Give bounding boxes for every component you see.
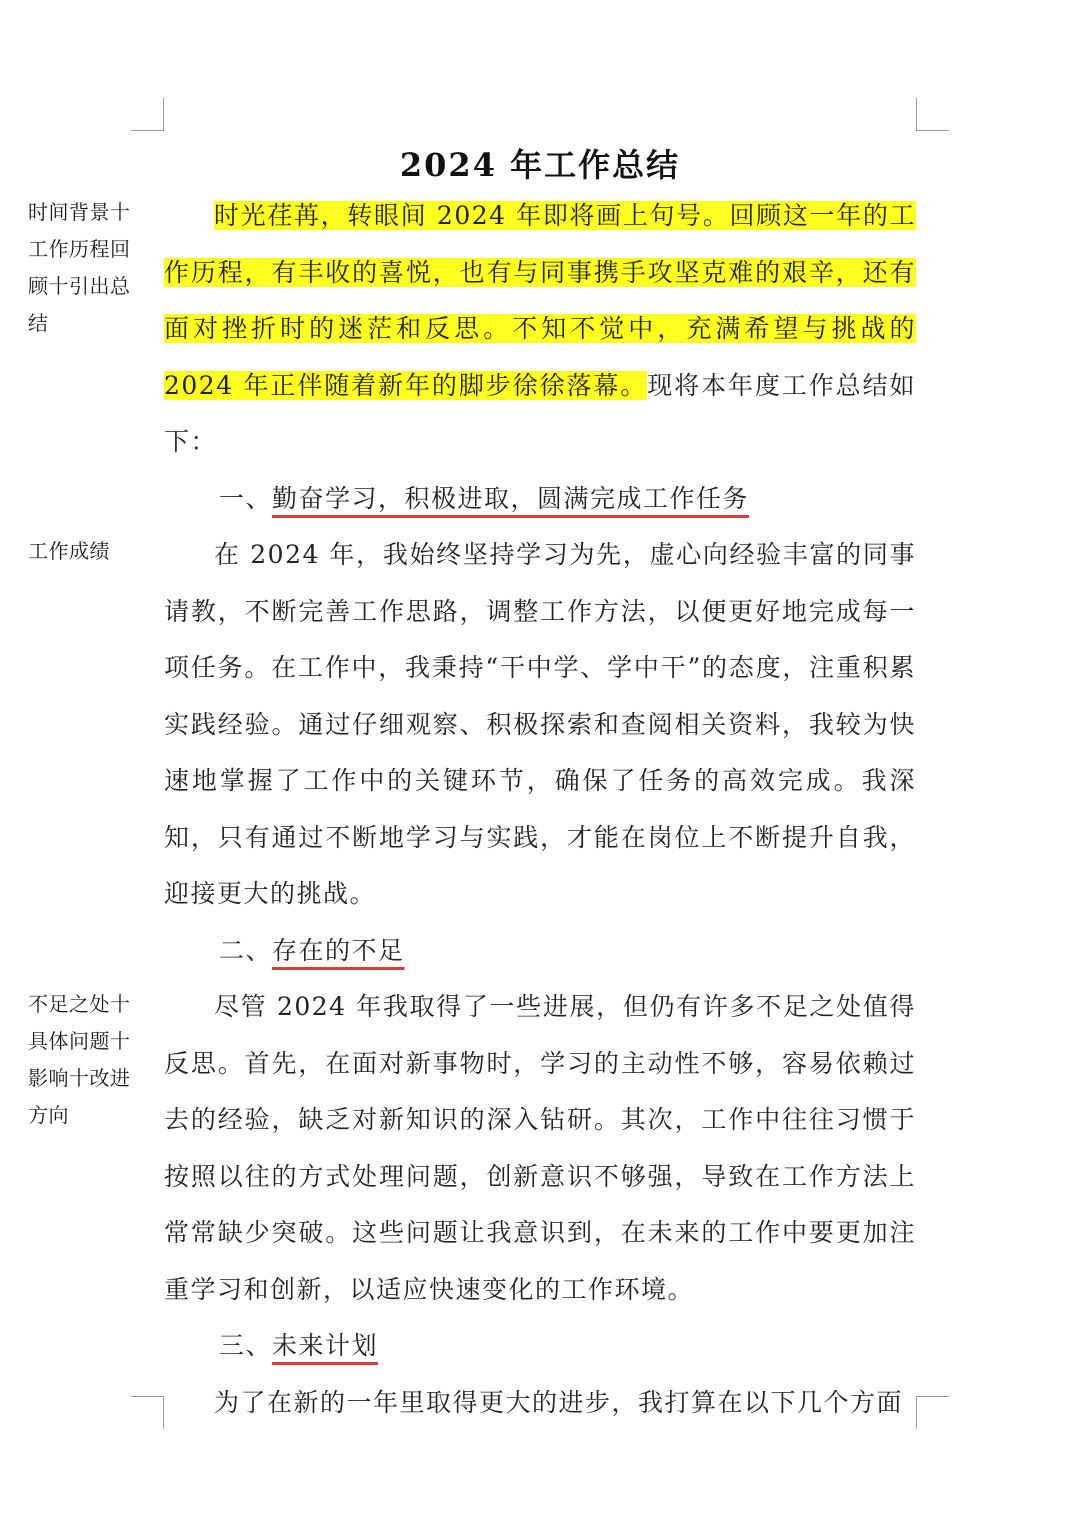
margin-note-intro: 时间背景十工作历程回顾十引出总结 xyxy=(28,200,131,335)
section-title-underlined: 未来计划 xyxy=(272,1331,379,1360)
section-paragraph-1: 在 2024 年，我始终坚持学习为先，虚心向经验丰富的同事请教，不断完善工作思路，调整工作方法，以便更好地完成每一项任务。在工作中，我秉持“干中学、学中干”的态度，注重积累实践经验。通过仔细观察、积极探索和查阅相关资料，我较为快速地掌握了工作中的关键环节，确保了任务的高效完成。我深知，只有通过不断地学习与实践，才能在岗位上不断提升自我，迎接更大的挑战。 xyxy=(164,540,916,908)
section-paragraph-3: 为了在新的一年里取得更大的进步，我打算在以下几个方面 xyxy=(214,1387,904,1417)
section-title-underlined: 勤奋学习，积极进取，圆满完成工作任务 xyxy=(272,483,750,513)
margin-note-shortcomings: 不足之处十具体问题十影响十改进方向 xyxy=(28,992,131,1127)
crop-mark-top-right xyxy=(916,98,949,131)
section-heading-1 xyxy=(164,471,916,528)
section-title-underlined: 存在的不足 xyxy=(272,935,405,965)
crop-mark-bottom-right xyxy=(916,1396,949,1429)
crop-mark-top-left xyxy=(131,98,164,131)
section-number: 一、 xyxy=(219,483,273,513)
document-title: 2024 年工作总结 xyxy=(399,146,681,184)
intro-rest: 现将本年度工作总结如下： xyxy=(164,370,916,456)
section-paragraph-2: 尽管 2024 年我取得了一些进展，但仍有许多不足之处值得反思。首先，在面对新事物时，学习的主动性不够，容易依赖过去的经验，缺乏对新知识的深入钻研。其次，工作中往往习惯于按照以往的方式处理问题，创新意识不够强，导致在工作方法上常常缺少突破。这些问题让我意识到，在未来的工作中要更加注重学习和创新，以适应快速变化的工作环境。 xyxy=(164,992,916,1304)
section-number: 三、 xyxy=(219,1331,273,1360)
intro-paragraph xyxy=(164,188,916,471)
section-number: 二、 xyxy=(219,935,273,965)
section-heading-3 xyxy=(164,1318,916,1375)
document-body xyxy=(164,188,916,1431)
crop-mark-bottom-left xyxy=(131,1396,164,1429)
section-heading-2 xyxy=(164,923,916,980)
margin-note-achievements: 工作成绩 xyxy=(28,539,110,563)
highlighted-text: 时光荏苒，转眼间 2024 年即将画上句号。回顾这一年的工作历程，有丰收的喜悦，也有与同事携手攻坚克难的艰辛，还有面对挫折时的迷茫和反思。不知不觉中，充满希望与挑战的 2024 年正伴随着新年的脚步徐徐落幕。 xyxy=(164,201,916,400)
